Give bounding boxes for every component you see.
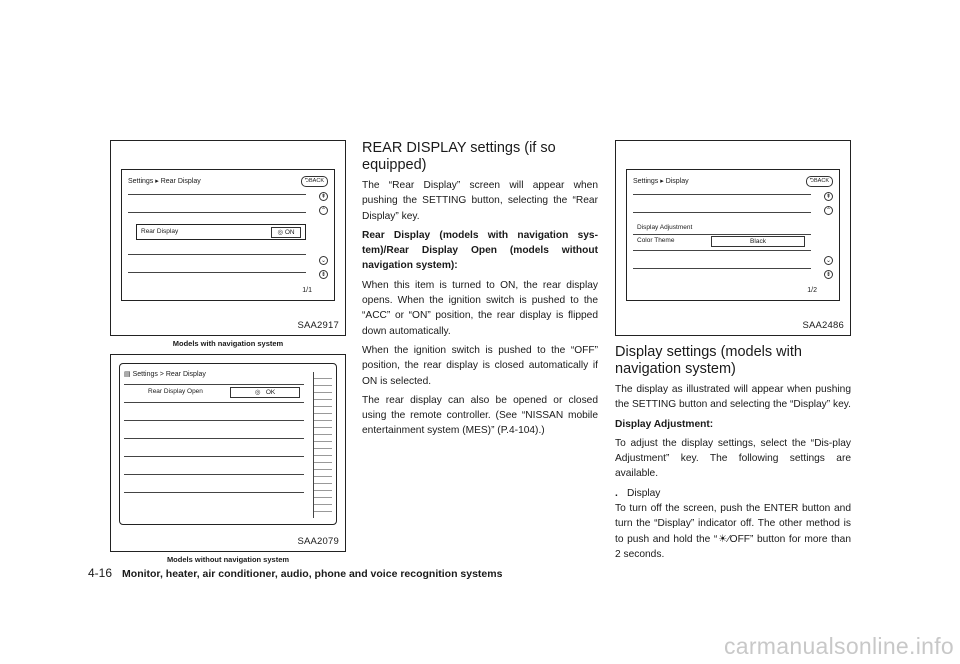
page-footer bbox=[88, 566, 502, 580]
row-label: Rear Display Open bbox=[148, 388, 203, 395]
screen-frame bbox=[119, 363, 337, 525]
figure-caption: Models without navigation system bbox=[166, 555, 290, 564]
scroll-up-icon[interactable]: ⌃ bbox=[825, 208, 832, 214]
divider bbox=[633, 234, 811, 235]
scroll-down-icon[interactable]: ⌄ bbox=[825, 258, 832, 264]
right-column bbox=[615, 140, 851, 566]
on-value: ON bbox=[284, 229, 295, 236]
subheading: Display Adjustment: bbox=[615, 418, 714, 430]
row-label: Rear Display bbox=[141, 228, 179, 235]
row-display-adjustment[interactable]: Display Adjustment bbox=[637, 224, 693, 231]
divider bbox=[633, 250, 811, 251]
bullet-text: Display bbox=[627, 487, 661, 499]
page-up-icon[interactable]: ⇞ bbox=[320, 194, 327, 200]
ok-button[interactable]: ◎ OK bbox=[230, 387, 300, 398]
page-indicator: 1/1 bbox=[302, 287, 312, 294]
divider bbox=[128, 194, 306, 195]
divider bbox=[124, 438, 304, 439]
figure-code: SAA2079 bbox=[297, 536, 339, 547]
figure-code: SAA2917 bbox=[297, 320, 339, 331]
figure-rear-display-no-nav bbox=[110, 354, 346, 552]
page-indicator: 1/2 bbox=[807, 287, 817, 294]
middle-column bbox=[362, 140, 598, 443]
screen-title: ▤ Settings > Rear Display bbox=[124, 371, 206, 378]
page-down-icon[interactable]: ⇟ bbox=[825, 272, 832, 278]
divider bbox=[633, 268, 811, 269]
divider bbox=[124, 456, 304, 457]
figure-caption: Models with navigation system bbox=[172, 339, 284, 348]
section-title: Monitor, heater, air conditioner, audio, phone and voice recognition systems bbox=[122, 568, 503, 580]
row-rear-display[interactable] bbox=[136, 224, 306, 240]
paragraph: When this item is turned to ON, the rear display opens. When the ignition switch is pushed to the “ACC” or “ON” position, the rear display is flipped down automatically. bbox=[362, 279, 598, 337]
paragraph: When the ignition switch is pushed to the “OFF” position, the rear display is closed automatically if ON is selected. bbox=[362, 344, 598, 387]
paragraph-text-end: OFF” button for more than 2 seconds. bbox=[615, 533, 851, 560]
paragraph bbox=[615, 501, 851, 562]
divider bbox=[128, 254, 306, 255]
on-indicator: ◎ ON bbox=[271, 227, 301, 238]
back-label: BACK bbox=[814, 178, 829, 184]
scroll-down-icon[interactable]: ⌄ bbox=[320, 258, 327, 264]
bullet-item bbox=[615, 486, 851, 501]
screen-title-text: Settings > Rear Display bbox=[132, 371, 206, 378]
bullet-dot: . bbox=[615, 487, 618, 499]
screen-title: Settings ▸ Rear Display bbox=[128, 178, 201, 185]
back-button[interactable]: ⮌BACK bbox=[301, 176, 328, 187]
figure-display-settings bbox=[615, 140, 851, 336]
paragraph: The rear display can also be opened or closed using the remote controller. (See “NISSAN mobile entertainment system (MES)” (P.4-104).) bbox=[362, 394, 598, 437]
paragraph: The display as illustrated will appear when pushing the SETTING button and selecting the “Display” key. bbox=[615, 384, 851, 411]
divider bbox=[633, 212, 811, 213]
paragraph: To adjust the display settings, select the “Dis-play Adjustment” key. The following settings are available. bbox=[615, 437, 851, 480]
color-theme-value[interactable]: Black bbox=[711, 236, 805, 247]
paragraph-text: To turn off the screen, push the ENTER button and turn the “Display” indicator off. The other method is to push and hold the “ bbox=[615, 503, 851, 545]
screen-title: Settings ▸ Display bbox=[633, 178, 689, 185]
divider bbox=[128, 272, 306, 273]
back-label: BACK bbox=[309, 178, 324, 184]
screen-frame bbox=[121, 169, 335, 301]
section-heading: REAR DISPLAY settings (if so equipped) bbox=[362, 140, 556, 173]
page-up-icon[interactable]: ⇞ bbox=[825, 194, 832, 200]
divider bbox=[124, 384, 304, 385]
ok-value: OK bbox=[265, 389, 276, 396]
scroll-up-icon[interactable]: ⌃ bbox=[320, 208, 327, 214]
divider bbox=[124, 492, 304, 493]
page-down-icon[interactable]: ⇟ bbox=[320, 272, 327, 278]
back-button[interactable]: ⮌BACK bbox=[806, 176, 833, 187]
divider bbox=[124, 474, 304, 475]
section-heading: Display settings (models with navigation system) bbox=[615, 344, 802, 377]
screen-frame bbox=[626, 169, 840, 301]
page-number: 4-16 bbox=[88, 566, 113, 580]
divider bbox=[124, 402, 304, 403]
divider bbox=[128, 212, 306, 213]
divider bbox=[633, 194, 811, 195]
subheading: Rear Display (models with navigation sys-tem)/Rear Display Open (models without navigation system): bbox=[362, 229, 598, 272]
scrollbar-icon[interactable] bbox=[313, 372, 332, 518]
left-column bbox=[110, 140, 346, 570]
figure-rear-display-nav bbox=[110, 140, 346, 336]
figure-code: SAA2486 bbox=[802, 320, 844, 331]
display-off-icon: ☀⁄ bbox=[717, 533, 730, 545]
watermark: carmanualsonline.info bbox=[723, 633, 954, 659]
paragraph: The “Rear Display” screen will appear when pushing the SETTING button, selecting the “Rear Display” key. bbox=[362, 180, 598, 222]
row-color-theme[interactable]: Color Theme bbox=[637, 237, 675, 244]
divider bbox=[124, 420, 304, 421]
